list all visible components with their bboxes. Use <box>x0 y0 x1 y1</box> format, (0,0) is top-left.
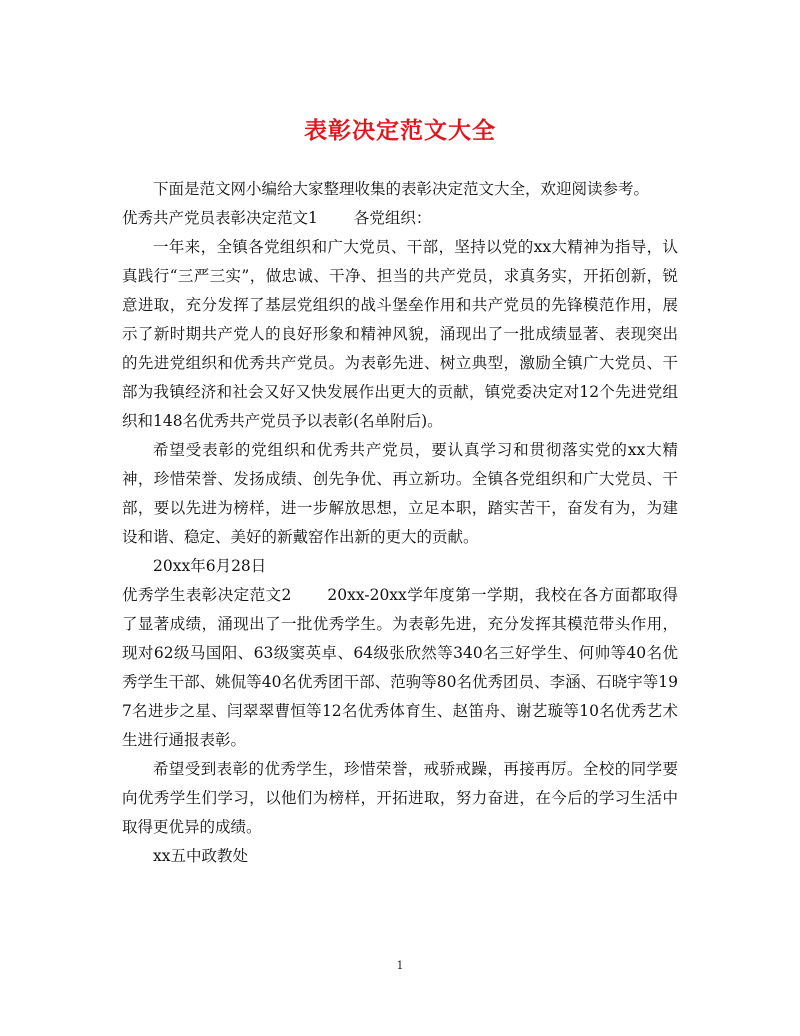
sample1-heading-line <box>122 204 678 233</box>
sample1-heading: 优秀共产党员表彰决定范文1 <box>122 209 318 227</box>
document-body <box>122 175 678 871</box>
page-number: 1 <box>396 959 404 972</box>
sample1-date: 20xx年6月28日 <box>153 557 267 575</box>
sample1-paragraph-2: 希望受表彰的党组织和优秀共产党员，要认真学习和贯彻落实党的xx大精神，珍惜荣誉、发扬成绩、创先争优、再立新功。全镇各党组织和广大党员、干部，要以先进为榜样，进一步解放思想，立足本职，踏实苦干，奋发有为，为建设和谐、稳定、美好的新戴窑作出新的更大的贡献。 <box>122 441 678 546</box>
sample1-salutation: 各党组织： <box>353 209 432 227</box>
sample1-paragraph-1: 一年来，全镇各党组织和广大党员、干部，坚持以党的xx大精神为指导，认真践行“三严三实”，做忠诚、干净、担当的共产党员，求真务实，开拓创新，锐意进取，充分发挥了基层党组织的战斗堡垒作用和共产党员的先锋模范作用，展示了新时期共产党人的良好形象和精神风貌，涌现出了一批成绩显著、表现突出的先进党组织和优秀共产党员。为表彰先进、树立典型，激励全镇广大党员、干部为我镇经济和社会又好又快发展作出更大的贡献，镇党委决定对12个先进党组织和148名优秀共产党员予以表彰(名单附后)。 <box>122 238 678 430</box>
sample2-paragraph-1: 20xx-20xx学年度第一学期，我校在各方面都取得了显著成绩，涌现出了一批优秀学生。为表彰先进，充分发挥其模范带头作用，现对62级马国阳、63级窦英卓、64级张欣然等340名三好学生、何帅等40名优秀学生干部、姚侃等40名优秀团干部、范驹等80名优秀团员、李涵、石晓宇等197名进步之星、闫翠翠曹恒等12名优秀体育生、赵笛舟、谢艺璇等10名优秀艺术生进行通报表彰。 <box>122 586 678 749</box>
document-title: 表彰决定范文大全 <box>304 117 496 144</box>
sample2-paragraph-1-line <box>122 581 678 755</box>
sample2-signature: xx五中政教处 <box>153 847 248 865</box>
intro-paragraph: 下面是范文网小编给大家整理收集的表彰决定范文大全，欢迎阅读参考。 <box>153 180 650 198</box>
sample2-heading: 优秀学生表彰决定范文2 <box>122 586 292 604</box>
sample2-paragraph-2: 希望受到表彰的优秀学生，珍惜荣誉，戒骄戒躁，再接再厉。全校的同学要向优秀学生们学习，以他们为榜样，开拓进取，努力奋进，在今后的学习生活中取得更优异的成绩。 <box>122 760 678 836</box>
